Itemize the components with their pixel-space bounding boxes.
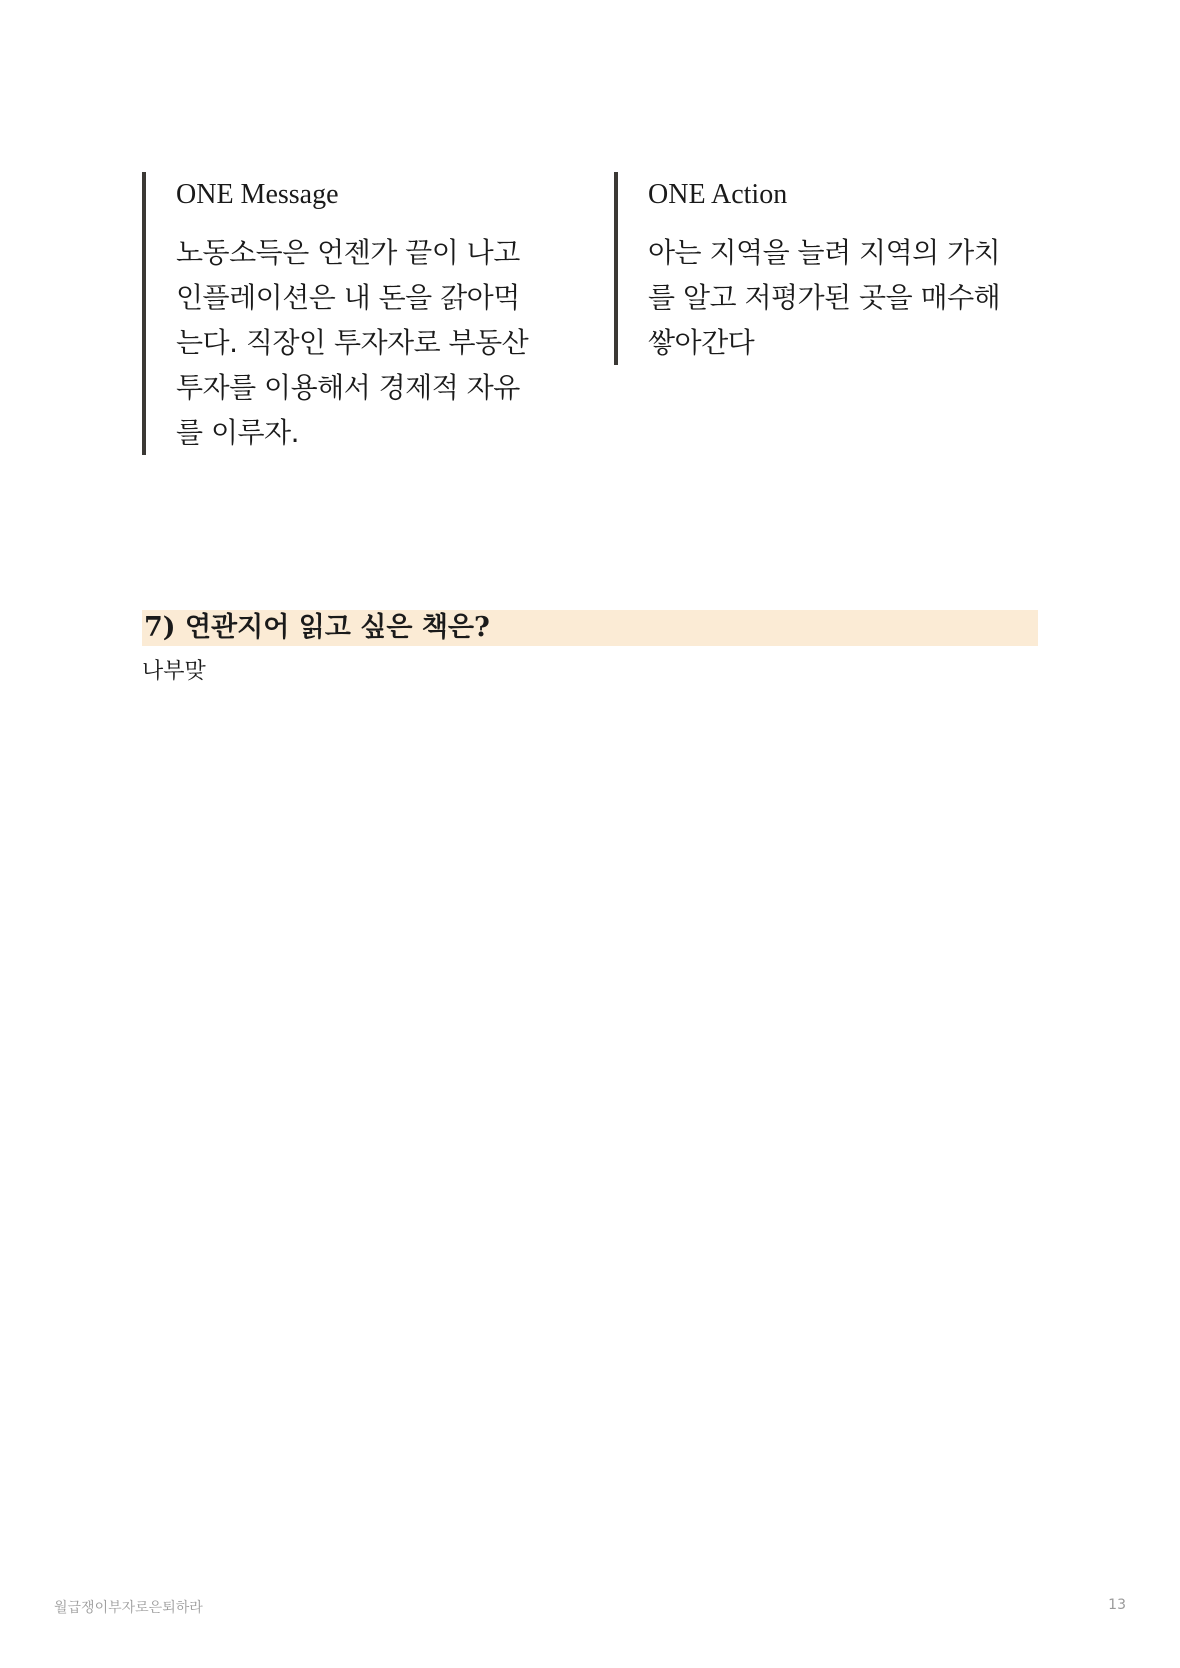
one-action-body: 아는 지역을 늘려 지역의 가치 를 알고 저평가된 곳을 매수해 쌓아간다 (648, 236, 1001, 359)
one-message-body: 노동소득은 언젠가 끝이 나고 인플레이션은 내 돈을 갉아먹 는다. 직장인 투자자로 부동산 투자를 이용해서 경제적 자유 를 이루자. (176, 236, 529, 449)
footer-book-title: 월급쟁이부자로은퇴하라 (54, 1600, 203, 1616)
section-7-heading: 7) 연관지어 읽고 싶은 책은? (142, 610, 1038, 646)
one-action-title: ONE Action (648, 179, 788, 210)
one-action-callout (614, 172, 1034, 365)
section-7-answer: 나부맞 (142, 659, 206, 684)
one-message-title: ONE Message (176, 179, 339, 210)
one-message-callout (142, 172, 562, 455)
footer-page-number: 13 (1108, 1597, 1126, 1613)
